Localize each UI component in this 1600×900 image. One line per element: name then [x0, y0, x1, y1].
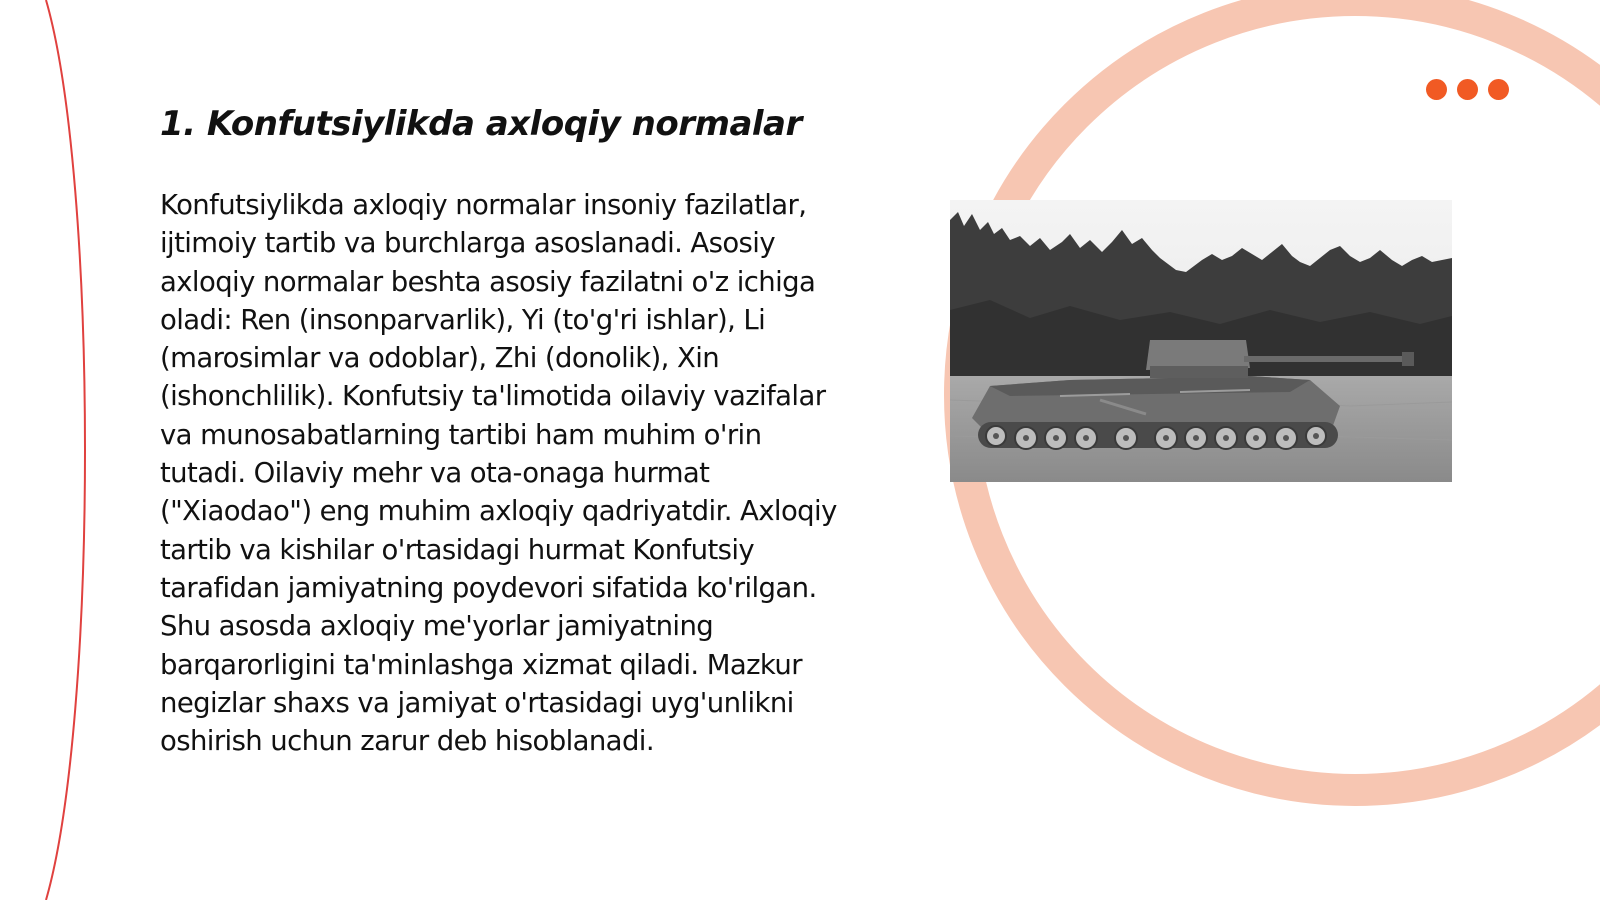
slide-title: 1. Konfutsiylikda axloqiy normalar [160, 104, 802, 144]
decorative-dots [1426, 79, 1509, 100]
dot-icon [1426, 79, 1447, 100]
tank-photo [950, 200, 1452, 482]
dot-icon [1457, 79, 1478, 100]
left-arc-line [46, 0, 85, 900]
dot-icon [1488, 79, 1509, 100]
slide-body-text: Konfutsiylikda axloqiy normalar insoniy fazilatlar, ijtimoiy tartib va burchlarga asoslanadi. Asosiy axloqiy normalar beshta asosiy fazilatni o'z ichiga oladi: Ren (insonparvarlik), Yi (to'g'ri ishlar), Li (marosimlar va odoblar), Zhi (donolik), Xin (ishonchlilik). Konfutsiy ta'limotida oilaviy vazifalar va munosabatlarning tartibi ham muhim o'rin tutadi. Oilaviy mehr va ota-onaga hurmat ("Xiaodao") eng muhim axloqiy qadriyatdir. Axloqiy tartib va kishilar o'rtasidagi hurmat Konfutsiy tarafidan jamiyatning poydevori sifatida ko'rilgan. Shu asosda axloqiy me'yorlar jamiyatning barqarorligini ta'minlashga xizmat qiladi. Mazkur negizlar shaxs va jamiyat o'rtasidagi uyg'unlikni oshirish uchun zarur deb hisoblanadi. [160, 189, 837, 758]
